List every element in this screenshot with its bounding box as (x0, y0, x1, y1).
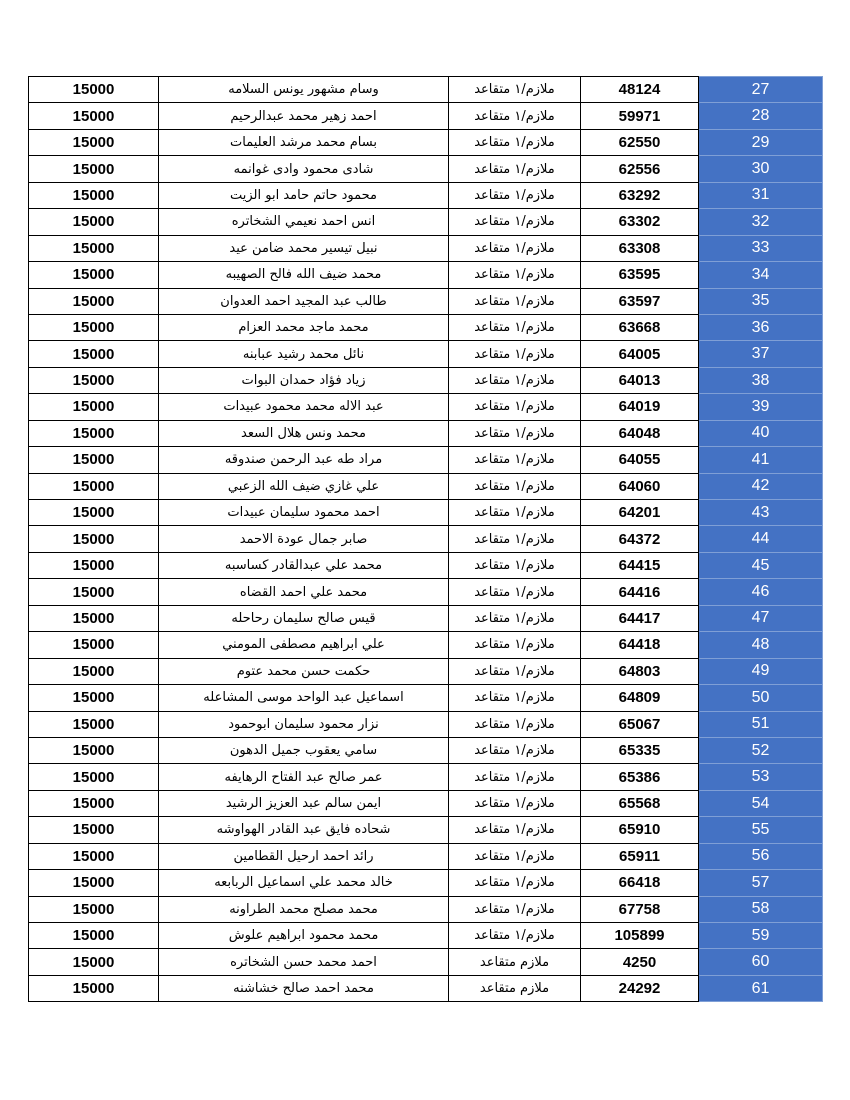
rank-cell: ملازم/١ متقاعد (449, 209, 581, 235)
name-cell: محمد محمود ابراهيم علوش (159, 923, 449, 949)
amount-cell: 15000 (29, 394, 159, 420)
table-row (29, 314, 823, 340)
rank-cell: ملازم/١ متقاعد (449, 817, 581, 843)
military-id-cell: 65568 (581, 790, 699, 816)
table-row (29, 103, 823, 129)
amount-cell: 15000 (29, 764, 159, 790)
sequence-number-cell: 44 (699, 526, 823, 552)
table-row (29, 790, 823, 816)
amount-cell: 15000 (29, 103, 159, 129)
rank-cell: ملازم متقاعد (449, 949, 581, 975)
rank-cell: ملازم/١ متقاعد (449, 420, 581, 446)
amount-cell: 15000 (29, 182, 159, 208)
sequence-number-cell: 53 (699, 764, 823, 790)
rank-cell: ملازم متقاعد (449, 975, 581, 1001)
military-id-cell: 64005 (581, 341, 699, 367)
name-cell: وسام مشهور يونس السلامه (159, 77, 449, 103)
amount-cell: 15000 (29, 870, 159, 896)
rank-cell: ملازم/١ متقاعد (449, 314, 581, 340)
name-cell: عمر صالح عبد الفتاح الرهايفه (159, 764, 449, 790)
amount-cell: 15000 (29, 949, 159, 975)
sequence-number-cell: 36 (699, 314, 823, 340)
name-cell: محمد ضيف الله فالح الصهيبه (159, 262, 449, 288)
amount-cell: 15000 (29, 500, 159, 526)
rank-cell: ملازم/١ متقاعد (449, 632, 581, 658)
rank-cell: ملازم/١ متقاعد (449, 737, 581, 763)
military-id-cell: 64372 (581, 526, 699, 552)
military-id-cell: 62550 (581, 129, 699, 155)
table-row (29, 209, 823, 235)
name-cell: حكمت حسن محمد عتوم (159, 658, 449, 684)
rank-cell: ملازم/١ متقاعد (449, 526, 581, 552)
table-row (29, 579, 823, 605)
name-cell: محمد ماجد محمد العزام (159, 314, 449, 340)
name-cell: مراد طه عبد الرحمن صندوقه (159, 447, 449, 473)
table-row (29, 156, 823, 182)
rank-cell: ملازم/١ متقاعد (449, 235, 581, 261)
table-row (29, 896, 823, 922)
rank-cell: ملازم/١ متقاعد (449, 552, 581, 578)
amount-cell: 15000 (29, 552, 159, 578)
rank-cell: ملازم/١ متقاعد (449, 870, 581, 896)
rank-cell: ملازم/١ متقاعد (449, 764, 581, 790)
rank-cell: ملازم/١ متقاعد (449, 685, 581, 711)
amount-cell: 15000 (29, 896, 159, 922)
military-id-cell: 48124 (581, 77, 699, 103)
table-row (29, 262, 823, 288)
military-id-cell: 66418 (581, 870, 699, 896)
sequence-number-cell: 42 (699, 473, 823, 499)
amount-cell: 15000 (29, 129, 159, 155)
military-id-cell: 63668 (581, 314, 699, 340)
rank-cell: ملازم/١ متقاعد (449, 711, 581, 737)
sequence-number-cell: 51 (699, 711, 823, 737)
sequence-number-cell: 57 (699, 870, 823, 896)
name-cell: نائل محمد رشيد عبابنه (159, 341, 449, 367)
name-cell: محمد احمد صالح خشاشنه (159, 975, 449, 1001)
amount-cell: 15000 (29, 420, 159, 446)
military-id-cell: 65067 (581, 711, 699, 737)
sequence-number-cell: 32 (699, 209, 823, 235)
military-id-cell: 64416 (581, 579, 699, 605)
amount-cell: 15000 (29, 605, 159, 631)
amount-cell: 15000 (29, 288, 159, 314)
rank-cell: ملازم/١ متقاعد (449, 262, 581, 288)
rank-cell: ملازم/١ متقاعد (449, 77, 581, 103)
sequence-number-cell: 54 (699, 790, 823, 816)
table-row (29, 685, 823, 711)
rank-cell: ملازم/١ متقاعد (449, 896, 581, 922)
table-row (29, 737, 823, 763)
table-row (29, 817, 823, 843)
name-cell: قيس صالح سليمان رحاحله (159, 605, 449, 631)
military-id-cell: 63597 (581, 288, 699, 314)
amount-cell: 15000 (29, 711, 159, 737)
military-id-cell: 105899 (581, 923, 699, 949)
military-id-cell: 64201 (581, 500, 699, 526)
name-cell: بسام محمد مرشد العليمات (159, 129, 449, 155)
military-id-cell: 64013 (581, 367, 699, 393)
military-id-cell: 64803 (581, 658, 699, 684)
sequence-number-cell: 55 (699, 817, 823, 843)
military-id-cell: 63292 (581, 182, 699, 208)
table-row (29, 500, 823, 526)
amount-cell: 15000 (29, 367, 159, 393)
name-cell: نزار محمود سليمان ابوحمود (159, 711, 449, 737)
name-cell: عبد الاله محمد محمود عبيدات (159, 394, 449, 420)
military-id-cell: 65910 (581, 817, 699, 843)
military-id-cell: 63308 (581, 235, 699, 261)
sequence-number-cell: 52 (699, 737, 823, 763)
military-id-cell: 64048 (581, 420, 699, 446)
sequence-number-cell: 29 (699, 129, 823, 155)
sequence-number-cell: 35 (699, 288, 823, 314)
amount-cell: 15000 (29, 526, 159, 552)
sequence-number-cell: 49 (699, 658, 823, 684)
military-id-cell: 64417 (581, 605, 699, 631)
table-row (29, 711, 823, 737)
rank-cell: ملازم/١ متقاعد (449, 579, 581, 605)
sequence-number-cell: 39 (699, 394, 823, 420)
rank-cell: ملازم/١ متقاعد (449, 500, 581, 526)
name-cell: محمد علي احمد القضاه (159, 579, 449, 605)
name-cell: ايمن سالم عبد العزيز الرشيد (159, 790, 449, 816)
amount-cell: 15000 (29, 923, 159, 949)
sequence-number-cell: 56 (699, 843, 823, 869)
table-row (29, 843, 823, 869)
military-id-cell: 64418 (581, 632, 699, 658)
amount-cell: 15000 (29, 632, 159, 658)
amount-cell: 15000 (29, 658, 159, 684)
rank-cell: ملازم/١ متقاعد (449, 447, 581, 473)
table-row (29, 764, 823, 790)
rank-cell: ملازم/١ متقاعد (449, 341, 581, 367)
name-cell: علي ابراهيم مصطفى المومني (159, 632, 449, 658)
sequence-number-cell: 31 (699, 182, 823, 208)
military-id-cell: 64060 (581, 473, 699, 499)
name-cell: صابر جمال عودة الاحمد (159, 526, 449, 552)
name-cell: سامي يعقوب جميل الدهون (159, 737, 449, 763)
military-id-cell: 63595 (581, 262, 699, 288)
table-row (29, 129, 823, 155)
table-body (29, 77, 823, 1002)
name-cell: احمد محمود سليمان عبيدات (159, 500, 449, 526)
military-id-cell: 64055 (581, 447, 699, 473)
sequence-number-cell: 60 (699, 949, 823, 975)
rank-cell: ملازم/١ متقاعد (449, 103, 581, 129)
rank-cell: ملازم/١ متقاعد (449, 843, 581, 869)
amount-cell: 15000 (29, 262, 159, 288)
name-cell: شحاده فايق عبد القادر الهواوشه (159, 817, 449, 843)
military-id-cell: 65911 (581, 843, 699, 869)
amount-cell: 15000 (29, 685, 159, 711)
amount-cell: 15000 (29, 843, 159, 869)
name-cell: زياد فؤاد حمدان البوات (159, 367, 449, 393)
name-cell: محمود حاتم حامد ابو الزيت (159, 182, 449, 208)
sequence-number-cell: 43 (699, 500, 823, 526)
name-cell: طالب عبد المجيد احمد العدوان (159, 288, 449, 314)
name-cell: احمد زهير محمد عبدالرحيم (159, 103, 449, 129)
table-row (29, 77, 823, 103)
military-id-cell: 4250 (581, 949, 699, 975)
sequence-number-cell: 37 (699, 341, 823, 367)
military-id-cell: 64415 (581, 552, 699, 578)
sequence-number-cell: 48 (699, 632, 823, 658)
name-cell: انس احمد نعيمي الشخاتره (159, 209, 449, 235)
rank-cell: ملازم/١ متقاعد (449, 605, 581, 631)
name-cell: اسماعيل عبد الواحد موسى المشاعله (159, 685, 449, 711)
military-id-cell: 64809 (581, 685, 699, 711)
military-id-cell: 63302 (581, 209, 699, 235)
sequence-number-cell: 30 (699, 156, 823, 182)
military-id-cell: 65386 (581, 764, 699, 790)
amount-cell: 15000 (29, 447, 159, 473)
table-row (29, 975, 823, 1001)
amount-cell: 15000 (29, 790, 159, 816)
sequence-number-cell: 58 (699, 896, 823, 922)
sequence-number-cell: 33 (699, 235, 823, 261)
name-cell: علي غازي ضيف الله الزعبي (159, 473, 449, 499)
rank-cell: ملازم/١ متقاعد (449, 658, 581, 684)
name-cell: محمد مصلح محمد الطراونه (159, 896, 449, 922)
rank-cell: ملازم/١ متقاعد (449, 288, 581, 314)
name-cell: محمد ونس هلال السعد (159, 420, 449, 446)
sequence-number-cell: 50 (699, 685, 823, 711)
amount-cell: 15000 (29, 817, 159, 843)
rank-cell: ملازم/١ متقاعد (449, 129, 581, 155)
sequence-number-cell: 47 (699, 605, 823, 631)
table-row (29, 552, 823, 578)
amount-cell: 15000 (29, 156, 159, 182)
table-row (29, 949, 823, 975)
table-row (29, 182, 823, 208)
military-id-cell: 67758 (581, 896, 699, 922)
rank-cell: ملازم/١ متقاعد (449, 923, 581, 949)
table-row (29, 605, 823, 631)
table-row (29, 235, 823, 261)
sequence-number-cell: 46 (699, 579, 823, 605)
payroll-table (28, 76, 823, 1002)
amount-cell: 15000 (29, 235, 159, 261)
sequence-number-cell: 34 (699, 262, 823, 288)
table-row (29, 288, 823, 314)
military-id-cell: 59971 (581, 103, 699, 129)
amount-cell: 15000 (29, 579, 159, 605)
amount-cell: 15000 (29, 473, 159, 499)
table-row (29, 367, 823, 393)
sequence-number-cell: 45 (699, 552, 823, 578)
rank-cell: ملازم/١ متقاعد (449, 367, 581, 393)
military-id-cell: 64019 (581, 394, 699, 420)
rank-cell: ملازم/١ متقاعد (449, 182, 581, 208)
military-id-cell: 65335 (581, 737, 699, 763)
name-cell: محمد علي عبدالقادر كساسبه (159, 552, 449, 578)
table-row (29, 526, 823, 552)
rank-cell: ملازم/١ متقاعد (449, 156, 581, 182)
sequence-number-cell: 61 (699, 975, 823, 1001)
name-cell: شادى محمود وادى غوانمه (159, 156, 449, 182)
military-id-cell: 24292 (581, 975, 699, 1001)
table-row (29, 658, 823, 684)
amount-cell: 15000 (29, 209, 159, 235)
amount-cell: 15000 (29, 77, 159, 103)
table-row (29, 632, 823, 658)
table-row (29, 341, 823, 367)
amount-cell: 15000 (29, 341, 159, 367)
table-row (29, 870, 823, 896)
amount-cell: 15000 (29, 975, 159, 1001)
sequence-number-cell: 41 (699, 447, 823, 473)
rank-cell: ملازم/١ متقاعد (449, 394, 581, 420)
sequence-number-cell: 40 (699, 420, 823, 446)
table-row (29, 923, 823, 949)
name-cell: خالد محمد علي اسماعيل الربابعه (159, 870, 449, 896)
table-row (29, 420, 823, 446)
amount-cell: 15000 (29, 314, 159, 340)
table-row (29, 473, 823, 499)
rank-cell: ملازم/١ متقاعد (449, 473, 581, 499)
table-row (29, 447, 823, 473)
name-cell: احمد محمد حسن الشخاتره (159, 949, 449, 975)
military-id-cell: 62556 (581, 156, 699, 182)
sequence-number-cell: 28 (699, 103, 823, 129)
table-row (29, 394, 823, 420)
sequence-number-cell: 59 (699, 923, 823, 949)
amount-cell: 15000 (29, 737, 159, 763)
sequence-number-cell: 27 (699, 77, 823, 103)
name-cell: رائد احمد ارحيل القطامين (159, 843, 449, 869)
name-cell: نبيل تيسير محمد ضامن عيد (159, 235, 449, 261)
rank-cell: ملازم/١ متقاعد (449, 790, 581, 816)
sequence-number-cell: 38 (699, 367, 823, 393)
